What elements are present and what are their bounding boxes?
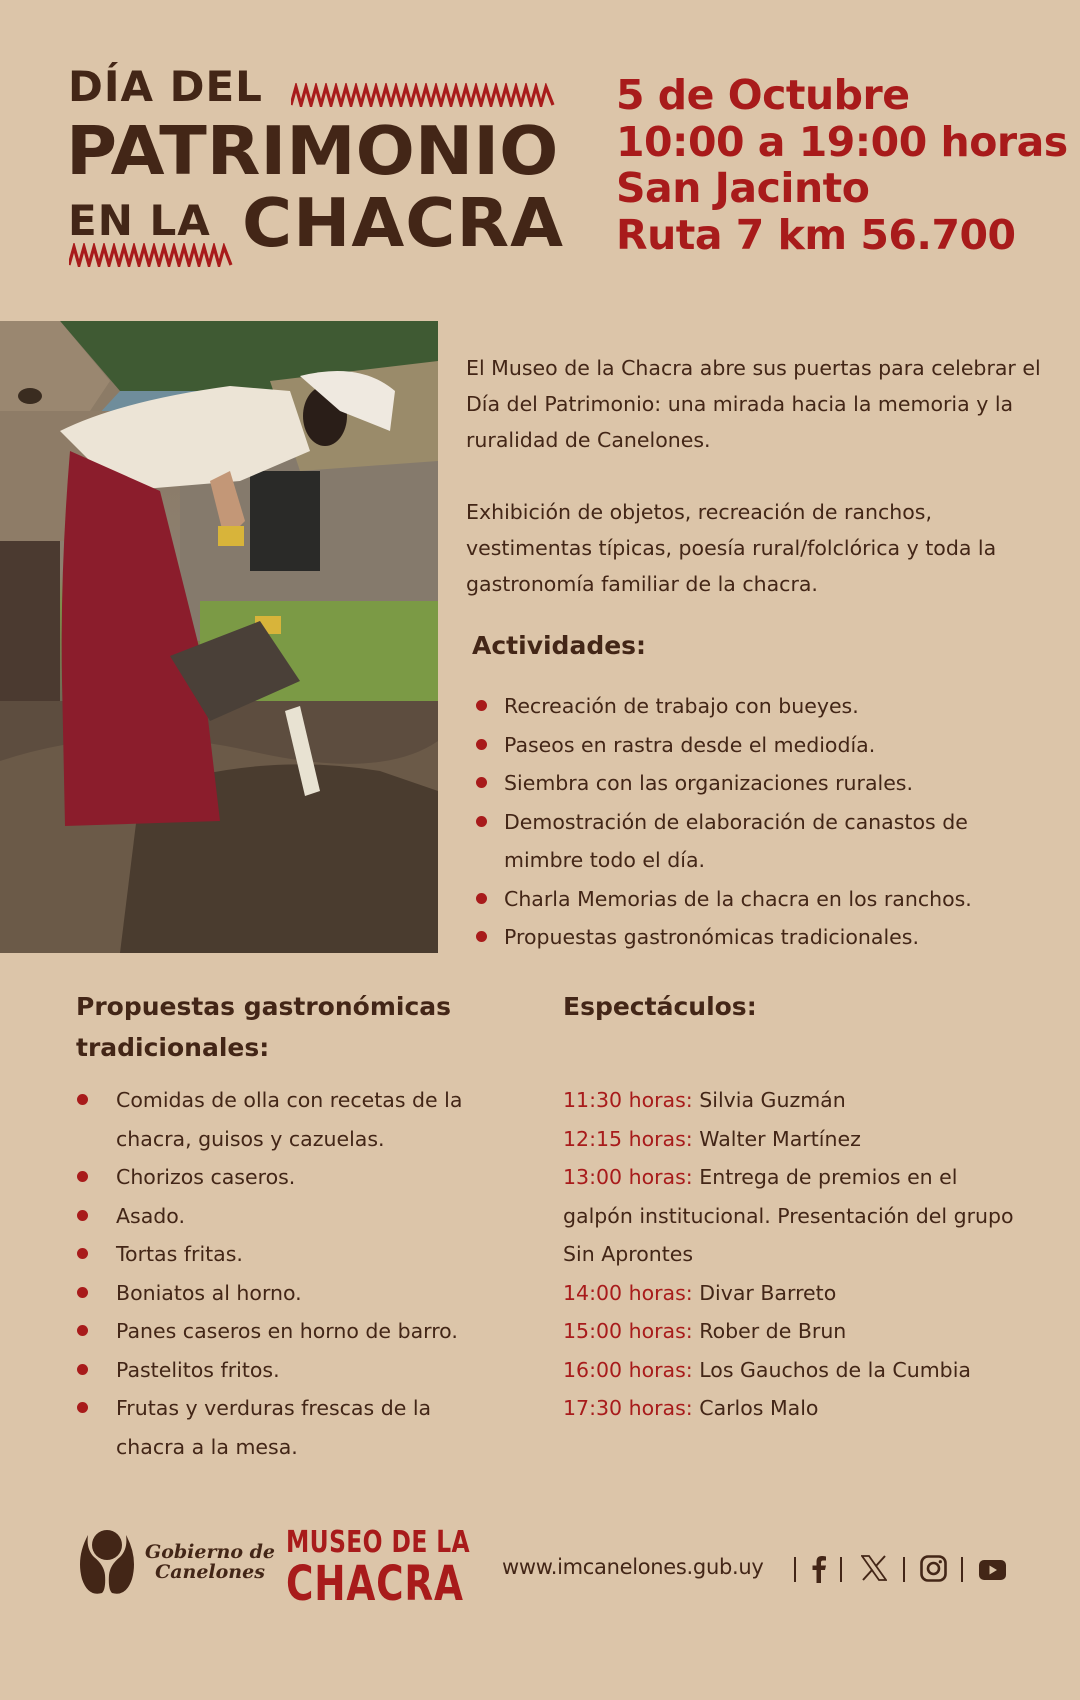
schedule-act: Divar Barreto (699, 1280, 837, 1305)
list-item: Paseos en rastra desde el mediodía. (504, 726, 1064, 765)
schedule-time: 12:15 horas: (563, 1126, 693, 1151)
bullet-icon (476, 893, 487, 904)
museo-chacra-logo: MUSEO DE LA CHACRA (286, 1525, 471, 1612)
bullet-icon (476, 931, 487, 942)
bullet-icon (77, 1287, 88, 1298)
list-item: Pastelitos fritos. (116, 1351, 536, 1390)
bullet-icon (476, 816, 487, 827)
list-item: Demostración de elaboración de canastos de mimbre todo el día. (504, 803, 1064, 880)
schedule-time: 15:00 horas: (563, 1319, 693, 1343)
zigzag-decoration-top (291, 83, 555, 107)
bullet-icon (476, 777, 487, 788)
intro-paragraph-2: Exhibición de objetos, recreación de ranchos, vestimentas típicas, poesía rural/folclórica y toda la gastronomía familiar de la chacra. (466, 500, 997, 596)
divider (840, 1557, 842, 1582)
title-line-3b: CHACRA (242, 184, 565, 262)
list-item: Siembra con las organizaciones rurales. (504, 764, 1064, 803)
schedule-time: 14:00 horas: (563, 1280, 693, 1305)
schedule-time: 17:30 horas: (563, 1396, 693, 1420)
bullet-icon (476, 739, 487, 750)
schedule-item (563, 1081, 1043, 1120)
schedule-item (563, 1120, 1043, 1159)
list-item: Recreación de trabajo con bueyes. (504, 687, 1064, 726)
bullet-icon (476, 700, 487, 711)
instagram-icon[interactable] (920, 1555, 947, 1582)
schedule-item (563, 1389, 1043, 1428)
gastronomia-list (116, 1081, 536, 1466)
list-item: Panes caseros en horno de barro. (116, 1312, 536, 1351)
bullet-icon (77, 1402, 88, 1413)
espectaculos-list (563, 1081, 1043, 1428)
actividades-heading: Actividades: (472, 631, 647, 660)
gastronomia-heading: Propuestas gastronómicas tradicionales: (76, 992, 452, 1062)
schedule-act: Los Gauchos de la Cumbia (699, 1357, 971, 1382)
photo-illustration (0, 321, 438, 953)
title-line-1: DÍA DEL (68, 62, 263, 111)
divider (794, 1557, 796, 1582)
event-info (616, 72, 1068, 258)
bullet-icon (77, 1210, 88, 1221)
schedule-act: Rober de Brun (699, 1319, 847, 1343)
zigzag-decoration-bottom (69, 243, 233, 267)
bullet-icon (77, 1325, 88, 1336)
website-link[interactable]: www.imcanelones.gub.uy (502, 1555, 764, 1579)
list-item: Chorizos caseros. (116, 1158, 536, 1197)
list-item: Charla Memorias de la chacra en los ranchos. (504, 880, 1064, 919)
title-line-3a: EN LA (68, 196, 211, 245)
espectaculos-heading: Espectáculos: (563, 992, 757, 1021)
schedule-act: Walter Martínez (699, 1126, 861, 1151)
bullet-icon (77, 1248, 88, 1259)
schedule-act: Silvia Guzmán (699, 1088, 846, 1112)
list-item: Comidas de olla con recetas de la chacra, guisos y cazuelas. (116, 1081, 536, 1158)
schedule-item (563, 1312, 1043, 1351)
event-hours: 10:00 a 19:00 horas (616, 117, 1068, 166)
title-line-2: PATRIMONIO (66, 112, 559, 190)
event-photo (0, 321, 438, 953)
list-item: Propuestas gastronómicas tradicionales. (504, 918, 1064, 957)
event-route: Ruta 7 km 56.700 (616, 210, 1016, 259)
bullet-icon (77, 1094, 88, 1105)
schedule-time: 11:30 horas: (563, 1088, 693, 1112)
gobierno-canelones-text: Gobierno de Canelones (145, 1541, 275, 1583)
actividades-list (504, 687, 1064, 957)
list-item: Asado. (116, 1197, 536, 1236)
schedule-time: 13:00 horas: (563, 1165, 693, 1189)
schedule-item (563, 1351, 1043, 1390)
schedule-act: Entrega de premios en el galpón institucional. Presentación del grupo Sin Apronte‌s (563, 1165, 1014, 1266)
youtube-icon[interactable] (979, 1560, 1006, 1580)
divider (961, 1557, 963, 1582)
schedule-item (563, 1158, 1043, 1274)
x-icon[interactable] (861, 1555, 887, 1581)
list-item: Frutas y verduras frescas de la chacra a la mesa. (116, 1389, 536, 1466)
intro-paragraph-1: El Museo de la Chacra abre sus puertas para celebrar el Día del Patrimonio: una mirada hacia la memoria y la ruralidad de Canelones. (466, 356, 1041, 452)
facebook-icon[interactable] (810, 1555, 828, 1583)
divider (903, 1557, 905, 1582)
event-place: San Jacinto (616, 164, 870, 212)
list-item: Tortas fritas. (116, 1235, 536, 1274)
gobierno-canelones-logo-icon (78, 1527, 136, 1597)
schedule-time: 16:00 horas: (563, 1357, 693, 1382)
list-item: Boniatos al horno. (116, 1274, 536, 1313)
schedule-item (563, 1274, 1043, 1313)
schedule-act: Carlos Malo (699, 1396, 819, 1420)
event-date: 5 de Octubre (616, 71, 910, 119)
bullet-icon (77, 1171, 88, 1182)
bullet-icon (77, 1364, 88, 1375)
